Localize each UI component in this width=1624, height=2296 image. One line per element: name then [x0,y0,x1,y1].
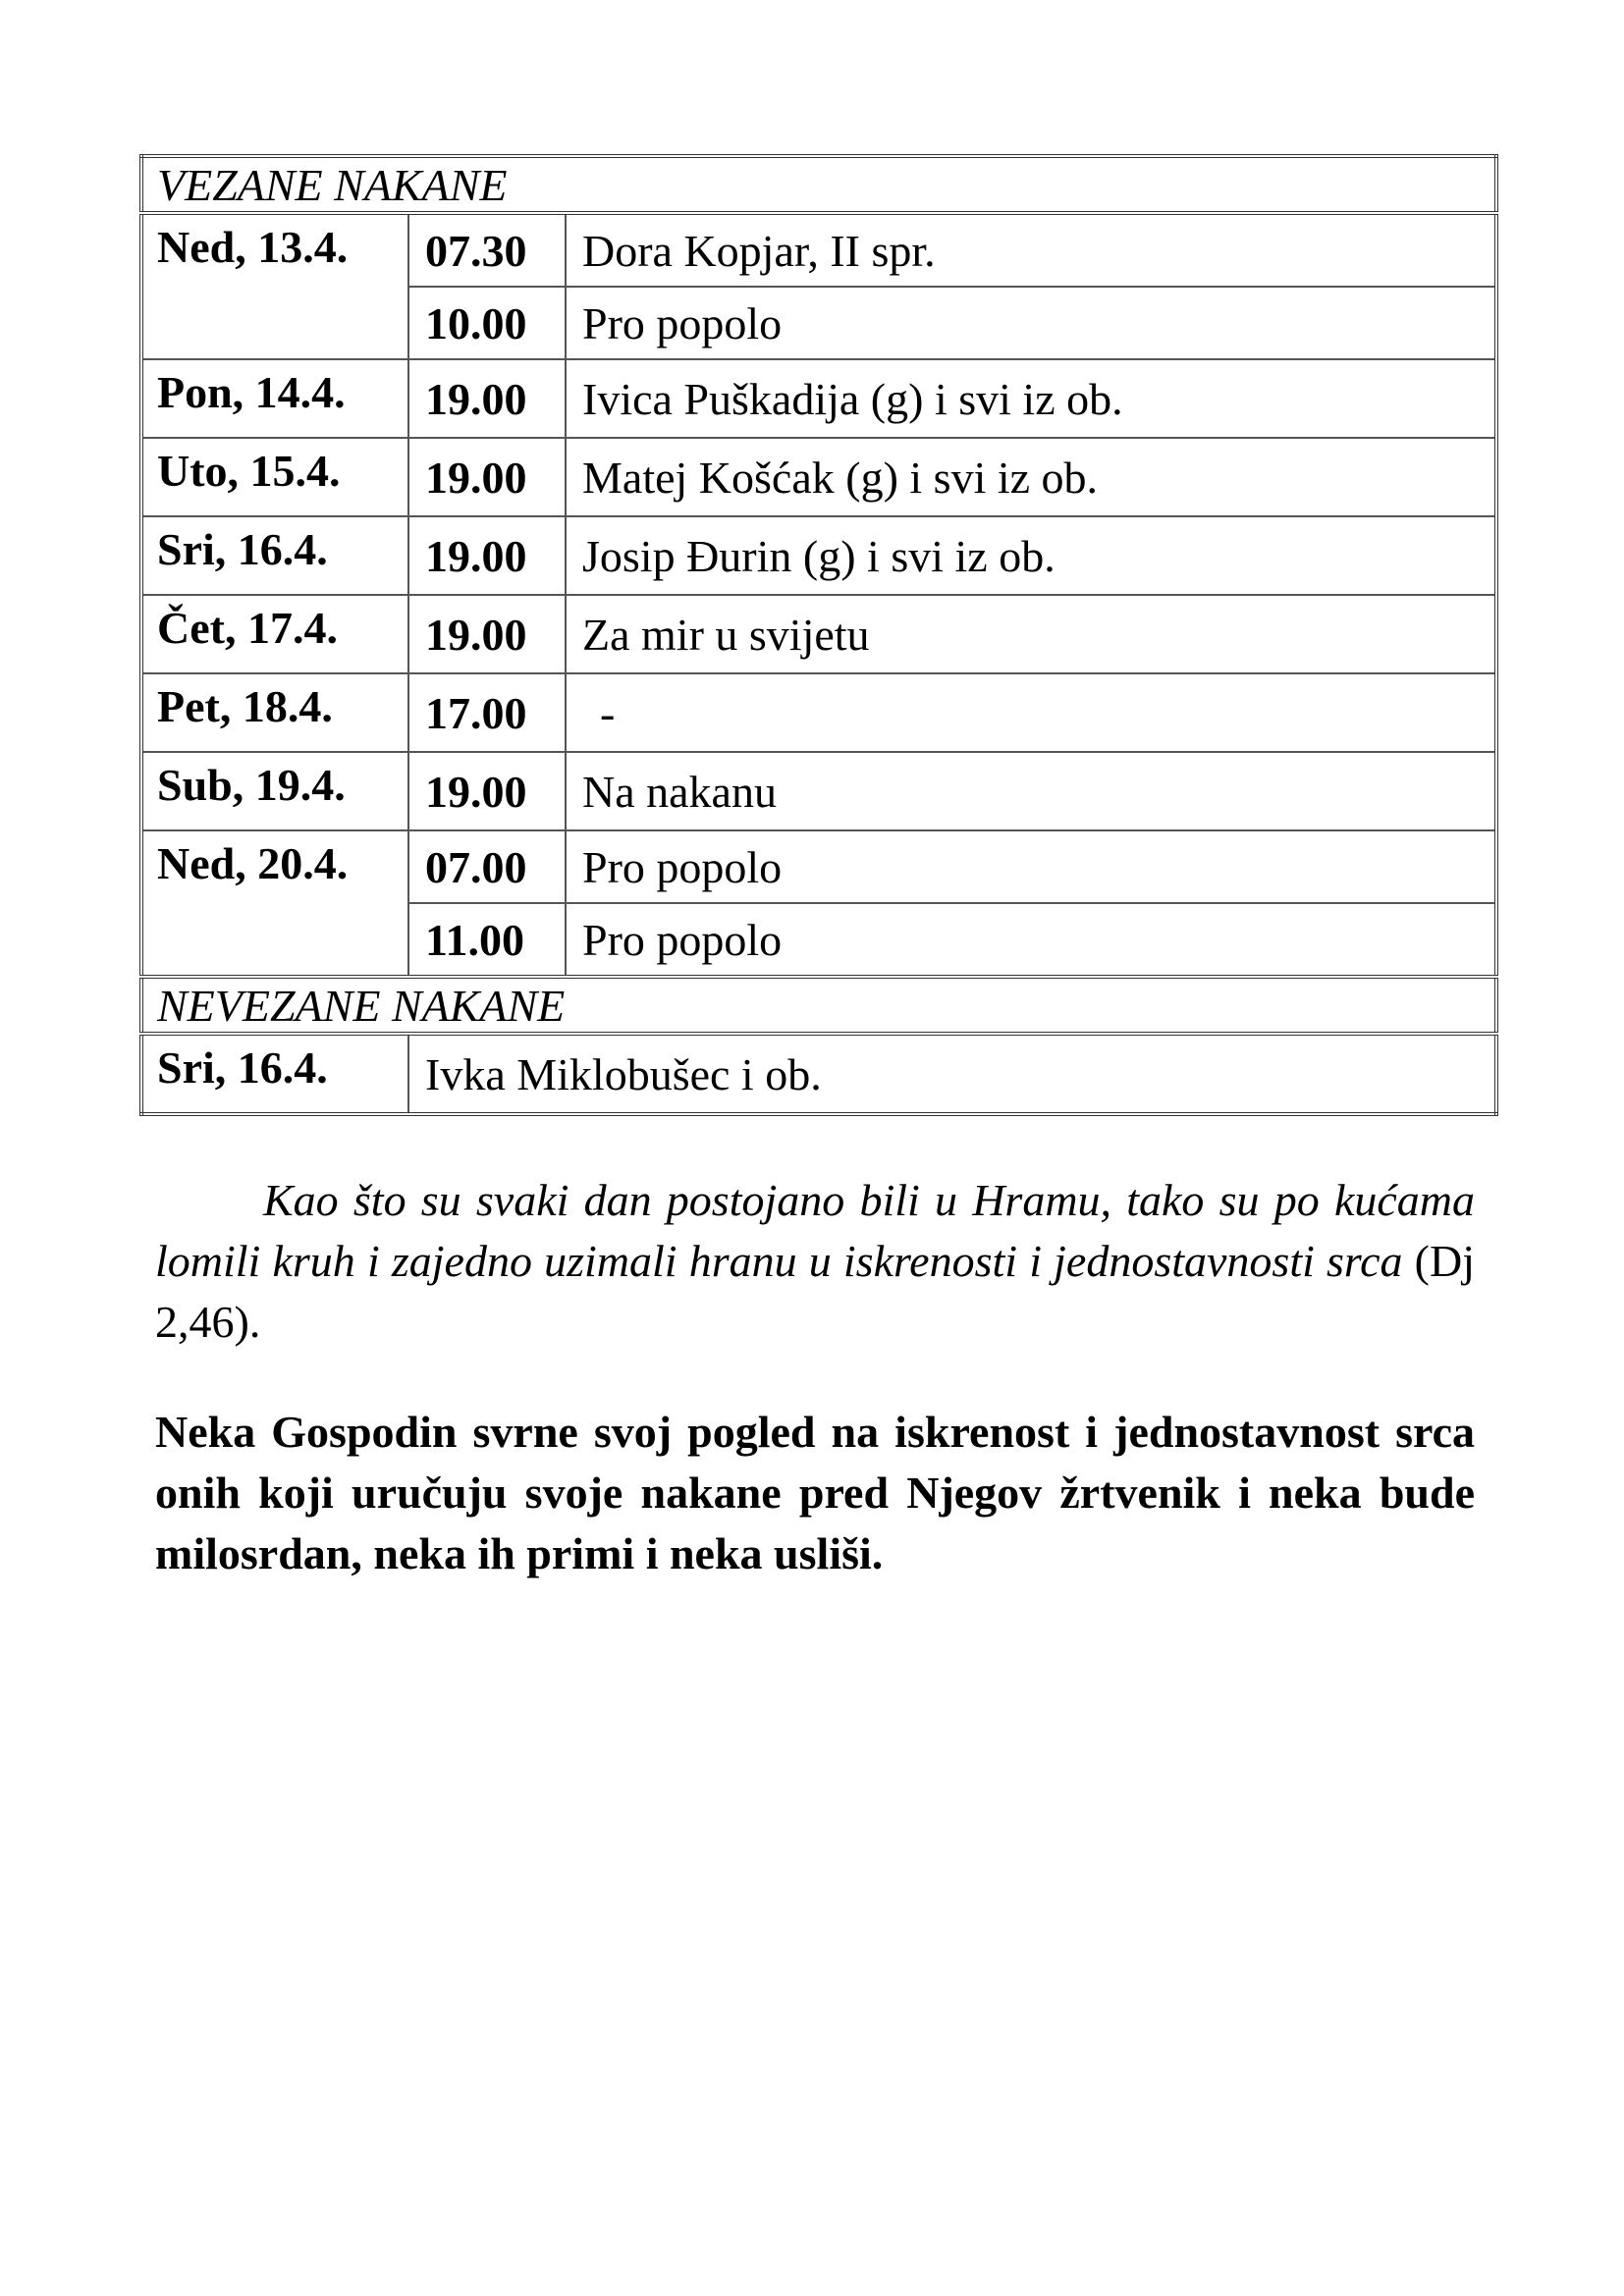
day-cell: Sub, 19.4. [141,752,408,830]
time-cell: 19.00 [408,595,566,673]
table-row [141,359,1496,438]
intention-cell: Matej Košćak (g) i svi iz ob. [566,438,1496,516]
intention-cell: - [566,673,1496,752]
table-row [141,1034,1496,1114]
table-row [141,213,1496,287]
intention-cell: Josip Đurin (g) i svi iz ob. [566,516,1496,595]
intention-cell: Dora Kopjar, II spr. [566,213,1496,287]
closing-prayer: Neka Gospodin svrne svoj pogled na iskrenost i jednostavnost srca onih koji uručuju svoje nakane pred Njegov žrtvenik i neka bude milosrdan, neka ih primi i neka usliši. [155,1407,1475,1578]
section-header: VEZANE NAKANE [141,156,1496,213]
table-row [141,752,1496,830]
day-cell: Sri, 16.4. [141,516,408,595]
table-row [141,438,1496,516]
day-cell: Ned, 13.4. [141,213,408,359]
time-cell: 11.00 [408,903,566,977]
time-cell: 10.00 [408,287,566,359]
time-cell: 19.00 [408,516,566,595]
day-cell: Pon, 14.4. [141,359,408,438]
table-row [141,673,1496,752]
quote-text: Kao što su svaki dan postojano bili u Hramu, tako su po kućama lomili kruh i zajedno uzimali hranu u iskrenosti i jednostavnosti srca [155,1175,1475,1286]
time-cell: 19.00 [408,752,566,830]
table-row [141,516,1496,595]
intention-cell: Ivica Puškadija (g) i svi iz ob. [566,359,1496,438]
time-cell: 17.00 [408,673,566,752]
table-row [141,595,1496,673]
day-cell: Ned, 20.4. [141,830,408,977]
table-row [141,830,1496,903]
section-header-row [141,156,1496,213]
mass-intentions-table [139,154,1498,1116]
day-cell: Čet, 17.4. [141,595,408,673]
intention-cell: Pro popolo [566,830,1496,903]
day-cell: Sri, 16.4. [141,1034,408,1114]
scripture-quote [155,1170,1475,1353]
day-cell: Pet, 18.4. [141,673,408,752]
section-header-row [141,977,1496,1034]
intention-cell: Ivka Miklobušec i ob. [408,1034,1496,1114]
section-header: NEVEZANE NAKANE [141,977,1496,1034]
time-cell: 07.30 [408,213,566,287]
intention-cell: Pro popolo [566,903,1496,977]
intention-cell: Za mir u svijetu [566,595,1496,673]
time-cell: 19.00 [408,359,566,438]
time-cell: 07.00 [408,830,566,903]
intention-cell: Pro popolo [566,287,1496,359]
intention-cell: Na nakanu [566,752,1496,830]
day-cell: Uto, 15.4. [141,438,408,516]
quote-reference: (Dj 2,46). [155,1236,1475,1347]
time-cell: 19.00 [408,438,566,516]
